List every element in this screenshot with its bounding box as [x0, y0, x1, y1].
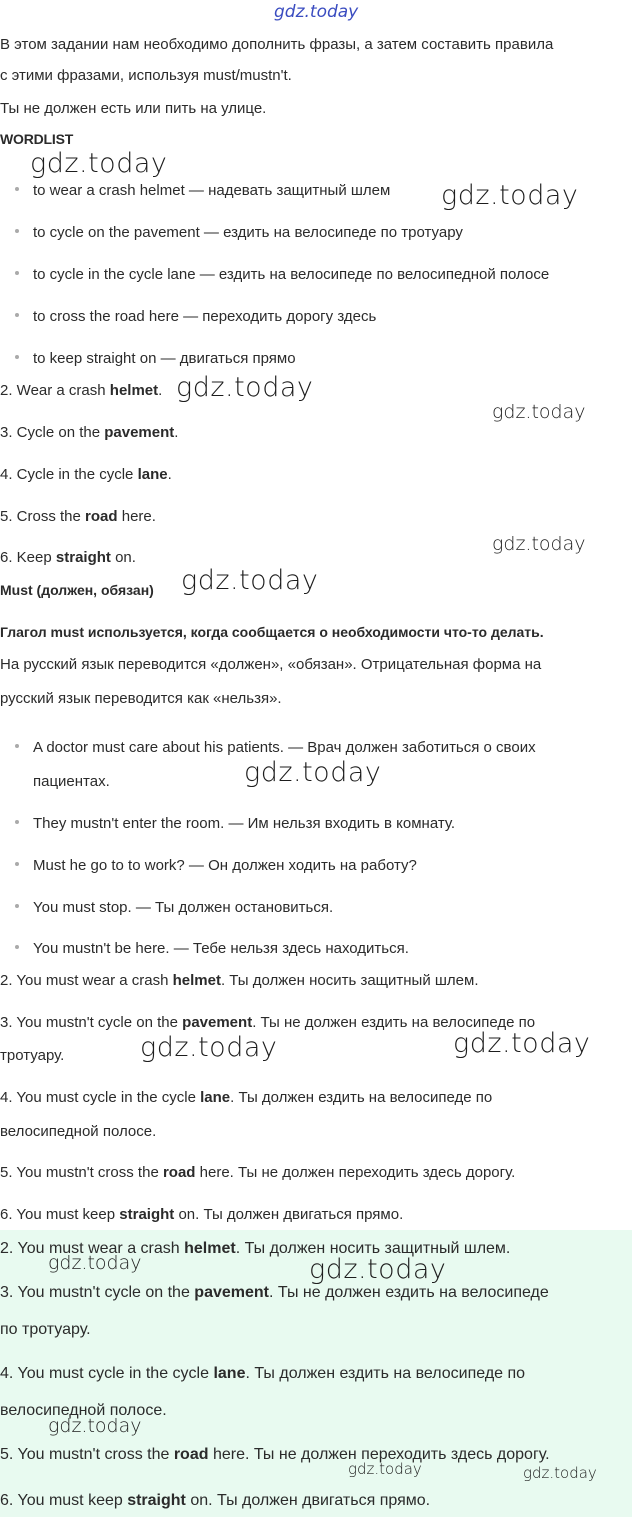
watermark-top: gdz.today: [274, 2, 359, 22]
grammar-rule: Глагол must используется, когда сообщается о необходимости что-то делать.: [0, 624, 544, 640]
wordlist-item: to cycle in the cycle lane — ездить на велосипеде по велосипедной полосе: [15, 266, 549, 283]
rule-sentence: 5. You mustn't cross the road here. Ты не должен переходить здесь дорогу.: [0, 1164, 516, 1181]
watermark: gdz.today: [176, 372, 314, 403]
watermark: gdz.today: [492, 533, 586, 555]
watermark: gdz.today: [309, 1254, 447, 1285]
rule-sentence: 2. You must wear a crash helmet. Ты должен носить защитный шлем.: [0, 972, 479, 989]
bullet-icon: [15, 945, 19, 949]
sentence: 2. Wear a crash helmet.: [0, 382, 163, 399]
answer-line: 2. You must wear a crash helmet. Ты должен носить защитный шлем.: [0, 1240, 511, 1257]
watermark: gdz.today: [48, 1252, 142, 1274]
watermark: gdz.today: [30, 148, 168, 179]
wordlist-item: to keep straight on — двигаться прямо: [15, 350, 296, 367]
watermark: gdz.today: [181, 565, 319, 596]
example-item: Must he go to to work? — Он должен ходить на работу?: [15, 857, 417, 874]
watermark: gdz.today: [453, 1028, 591, 1059]
intro-line-1: В этом задании нам необходимо дополнить фразы, а затем составить правила: [0, 36, 554, 53]
watermark: gdz.today: [140, 1032, 278, 1063]
wordlist-item: to cross the road here — переходить дорогу здесь: [15, 308, 376, 325]
watermark: gdz.today: [48, 1415, 142, 1437]
rule-sentence: 3. You mustn't cycle on the pavement. Ты не должен ездить на велосипеде по: [0, 1014, 536, 1031]
rule-continuation: тротуару.: [0, 1047, 65, 1064]
wordlist-heading: WORDLIST: [0, 131, 74, 147]
grammar-heading: Must (должен, обязан): [0, 582, 154, 598]
sentence: 3. Cycle on the pavement.: [0, 424, 179, 441]
example-item: A doctor must care about his patients. — Врач должен заботиться о своих: [15, 739, 536, 756]
sentence: 4. Cycle in the cycle lane.: [0, 466, 172, 483]
example-item: You mustn't be here. — Тебе нельзя здесь находиться.: [15, 940, 409, 957]
bullet-icon: [15, 820, 19, 824]
rule-sentence: 6. You must keep straight on. Ты должен двигаться прямо.: [0, 1206, 404, 1223]
grammar-translation-2: русский язык переводится как «нельзя».: [0, 690, 282, 707]
answer-line: 5. You mustn't cross the road here. Ты не должен переходить здесь дорогу.: [0, 1446, 550, 1463]
intro-line-3: Ты не должен есть или пить на улице.: [0, 100, 267, 117]
watermark: gdz.today: [244, 757, 382, 788]
bullet-icon: [15, 313, 19, 317]
bullet-icon: [15, 187, 19, 191]
answer-line: по тротуару.: [0, 1321, 91, 1338]
bullet-icon: [15, 355, 19, 359]
wordlist-item: to wear a crash helmet — надевать защитный шлем: [15, 182, 390, 199]
example-item: They mustn't enter the room. — Им нельзя входить в комнату.: [15, 815, 455, 832]
bullet-icon: [15, 271, 19, 275]
rule-sentence: 4. You must cycle in the cycle lane. Ты должен ездить на велосипеде по: [0, 1089, 493, 1106]
answer-line: велосипедной полосе.: [0, 1402, 167, 1419]
rule-continuation: велосипедной полосе.: [0, 1123, 157, 1140]
bullet-icon: [15, 229, 19, 233]
answer-line: 4. You must cycle in the cycle lane. Ты должен ездить на велосипеде по: [0, 1365, 526, 1382]
watermark: gdz.today: [492, 401, 586, 423]
watermark: gdz.today: [348, 1460, 422, 1478]
example-item: You must stop. — Ты должен остановиться.: [15, 899, 333, 916]
answer-line: 3. You mustn't cycle on the pavement. Ты не должен ездить на велосипеде: [0, 1284, 549, 1301]
bullet-icon: [15, 862, 19, 866]
sentence: 5. Cross the road here.: [0, 508, 156, 525]
bullet-icon: [15, 744, 19, 748]
bullet-icon: [15, 904, 19, 908]
answer-line: 6. You must keep straight on. Ты должен двигаться прямо.: [0, 1492, 431, 1509]
intro-line-2: с этими фразами, используя must/mustn't.: [0, 67, 292, 84]
watermark: gdz.today: [523, 1464, 597, 1482]
grammar-translation-1: На русский язык переводится «должен», «обязан». Отрицательная форма на: [0, 656, 542, 673]
example-continuation: пациентах.: [33, 773, 110, 790]
watermark: gdz.today: [441, 180, 579, 211]
wordlist-item: to cycle on the pavement — ездить на велосипеде по тротуару: [15, 224, 463, 241]
answer-block: [0, 1230, 632, 1517]
sentence: 6. Keep straight on.: [0, 549, 136, 566]
